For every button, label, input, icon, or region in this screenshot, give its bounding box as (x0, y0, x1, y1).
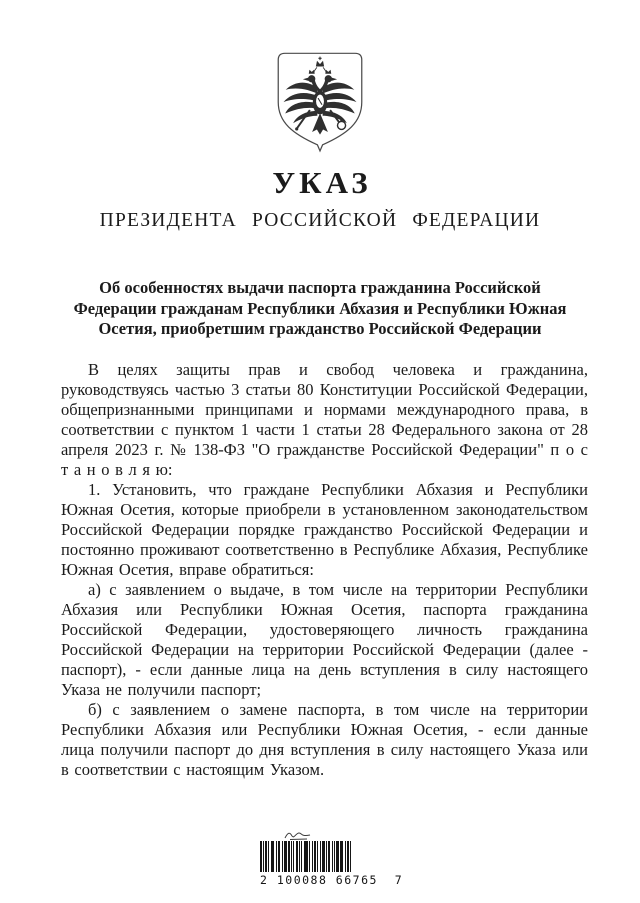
coat-of-arms (276, 52, 364, 154)
decree-issuer: ПРЕЗИДЕНТА РОССИЙСКОЙ ФЕДЕРАЦИИ (99, 210, 541, 231)
decree-title: УКАЗ (272, 165, 372, 200)
decree-paragraph-item-1: 1. Установить, что граждане Республики Абхазия и Республики Южная Осетия, которые приобрели в установленном законодательством Российской Федерации порядке гражданство Российской Федерации и постоянно проживают соответственно в Республике Абхазия, Республике Южная Осетия, вправе обратиться: (61, 480, 588, 579)
double-headed-eagle-icon (276, 52, 364, 154)
handwritten-mark (284, 830, 312, 841)
decree-paragraph-item-1a: а) с заявлением о выдаче, в том числе на территории Республики Абхазия или Республики Южная Осетия, паспорта гражданина Российской Федерации, удостоверяющего личность гражданина Российской Федерации на территории Российской Федерации (далее - паспорт), - если данные лица на день вступления в силу настоящего Указа не получили паспорт; (61, 580, 588, 699)
barcode-bars (260, 841, 352, 872)
barcode (260, 830, 404, 887)
decree-paragraph-preamble: В целях защиты прав и свобод человека и гражданина, руководствуясь частью 3 статьи 80 Конституции Российской Федерации, общепризнанными принципами и нормами международного права, в соответствии с пунктом 1 части 1 статьи 28 Федерального закона от 28 апреля 2023 г. № 138-ФЗ "О гражданстве Российской Федерации" п о с т а н о в л я ю: (61, 360, 588, 479)
decree-paragraph-item-1b: б) с заявлением о замене паспорта, в том числе на территории Республики Абхазия или Республики Южная Осетия, - если данные лица получили паспорт до дня вступления в силу настоящего Указа или в соответствии с настоящим Указом. (61, 700, 588, 779)
decree-subject-heading: Об особенностях выдачи паспорта гражданина Российской Федерации гражданам Республики Абхазия и Республики Южная Осетия, приобретшим гражданство Российской Федерации (73, 278, 567, 338)
decree-body (61, 360, 588, 780)
barcode-digits: 2 100088 66765 7 (260, 873, 404, 887)
